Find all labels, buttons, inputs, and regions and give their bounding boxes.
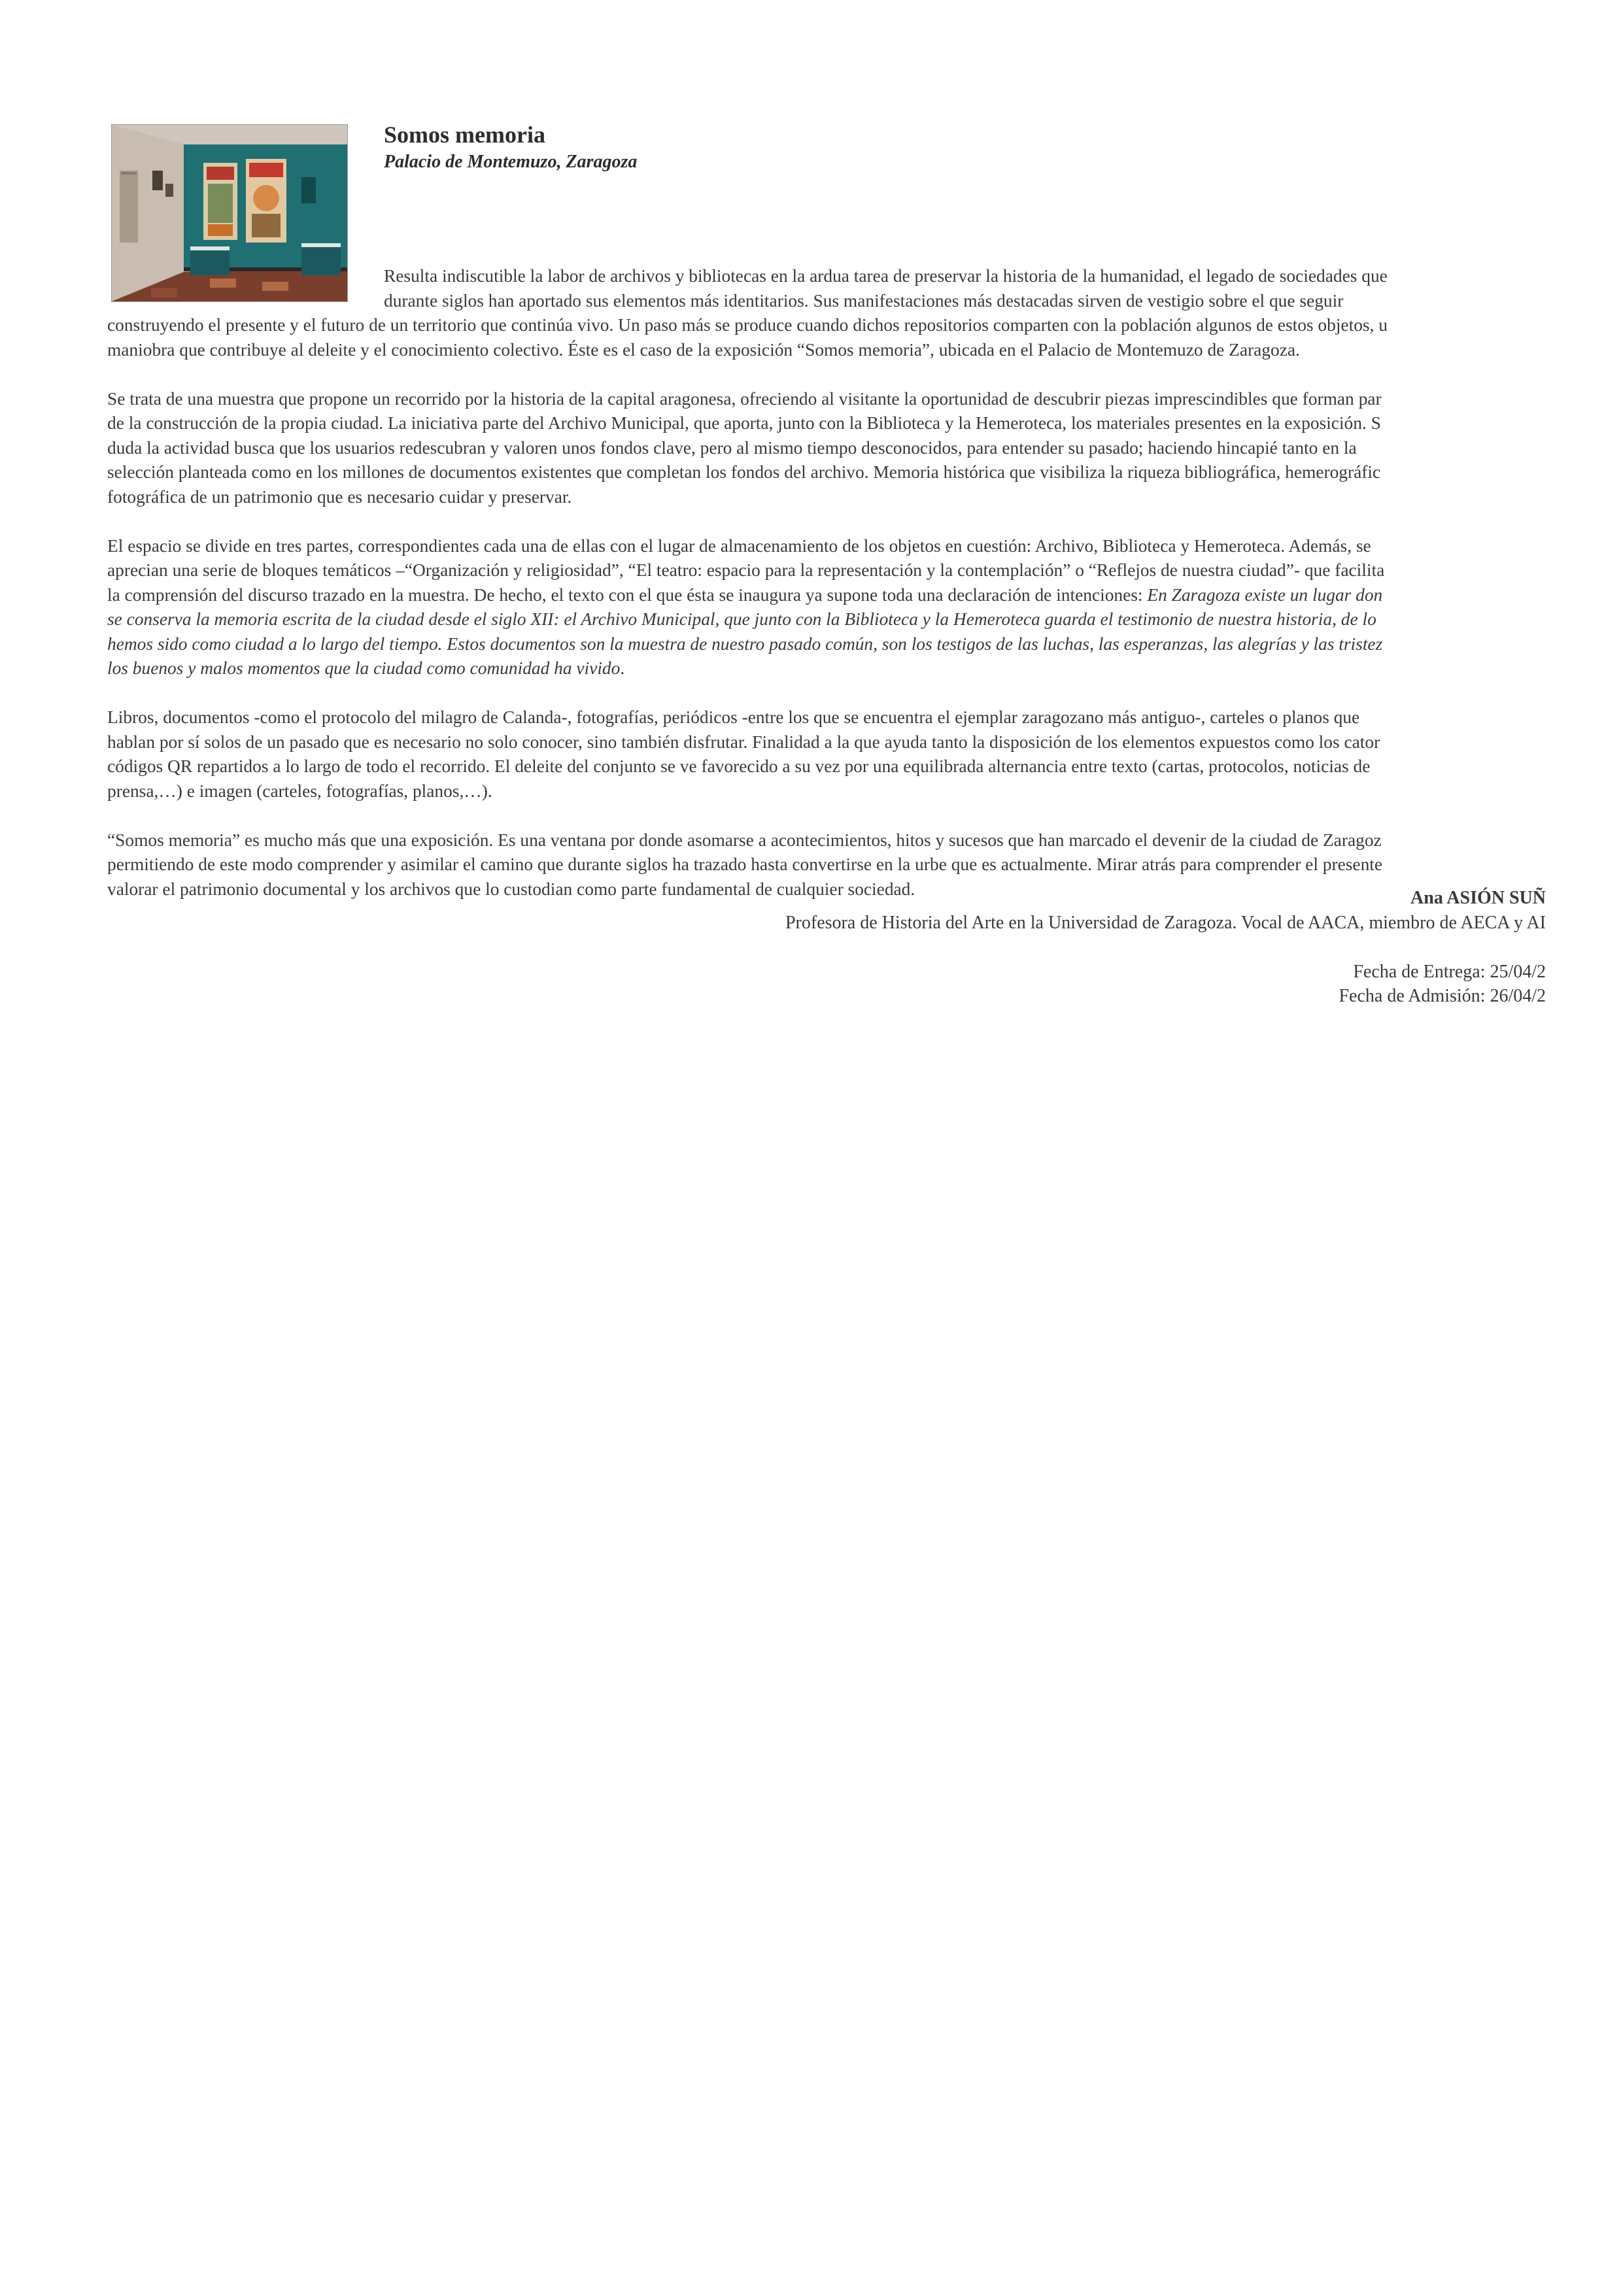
body-line: hablan por sí solos de un pasado que es necesario no solo conocer, sino también disfrutar. Finalidad a la que ayuda tanto la disposición de los elementos expuestos como los cator — [107, 732, 1380, 752]
body-line: construyendo el presente y el futuro de un territorio que continúa vivo. Un paso más se produce cuando dichos repositorios comparten con la población algunos de estos objetos, u — [107, 315, 1388, 335]
body-line: selección planteada como en los millones de documentos existentes que completan los fondos del archivo. Memoria histórica que visibiliza la riqueza bibliográfica, hemerográfic — [107, 462, 1381, 482]
body-line: Libros, documentos -como el protocolo del milagro de Calanda-, fotografías, periódicos -entre los que se encuentra el ejemplar zaragozano más antiguo-, carteles o planos que — [107, 707, 1360, 727]
body-line — [107, 656, 1546, 681]
article-subtitle: Palacio de Montemuzo, Zaragoza — [384, 152, 638, 172]
quote-text: En Zaragoza existe un lugar don — [1147, 584, 1383, 605]
body-line: códigos QR repartidos a lo largo de todo el recorrido. El deleite del conjunto se ve favorecido a su vez por una equilibrada alternancia entre texto (cartas, protocolos, noticias de — [107, 756, 1371, 776]
quote-line: se conserva la memoria escrita de la ciudad desde el siglo XII: el Archivo Municipal, que junto con la Biblioteca y la Hemeroteca guarda el testimonio de nuestra historia, de lo — [107, 609, 1376, 629]
article-title: Somos memoria — [384, 122, 545, 148]
body-line: maniobra que contribuye al deleite y el conocimiento colectivo. Éste es el caso de la exposición “Somos memoria”, ubicada en el Palacio de Montemuzo de Zaragoza. — [107, 339, 1300, 360]
body-line: “Somos memoria” es mucho más que una exposición. Es una ventana por donde asomarse a acontecimientos, hitos y sucesos que han marcado el devenir de la ciudad de Zaragoz — [107, 830, 1382, 850]
delivery-date: Fecha de Entrega: 25/04/2 — [1353, 961, 1546, 982]
body-line: aprecian una serie de bloques temáticos –“Organización y religiosidad”, “El teatro: espacio para la representación y la contemplación” o “Reflejos de nuestra ciudad”- que facilita — [107, 560, 1385, 580]
body-line: Se trata de una muestra que propone un recorrido por la historia de la capital aragonesa, ofreciendo al visitante la oportunidad de descubrir piezas imprescindibles que forman par — [107, 388, 1382, 409]
body-line: prensa,…) e imagen (carteles, fotografías, planos,…). — [107, 781, 492, 801]
signature-block — [654, 886, 1546, 1009]
body-text: la comprensión del discurso trazado en la muestra. De hecho, el texto con el que ésta se inaugura ya supone toda una declaración de intenciones: — [107, 584, 1148, 605]
body-line — [107, 583, 1546, 608]
body-line: duda la actividad busca que los usuarios redescubran y valoren unos fondos clave, pero al mismo tiempo desconocidos, para entender su pasado; haciendo hincapié tanto en la — [107, 437, 1357, 458]
body-line: de la construcción de la propia ciudad. La iniciativa parte del Archivo Municipal, que aporta, junto con la Biblioteca y la Hemeroteca, los materiales presentes en la exposición. S — [107, 413, 1381, 433]
admission-date: Fecha de Admisión: 26/04/2 — [1339, 986, 1546, 1006]
body-text: . — [620, 658, 625, 678]
body-line: permitiendo de este modo comprender y asimilar el camino que durante siglos ha trazado hasta convertirse en la urbe que es actualmente. Mirar atrás para comprender el presente — [107, 854, 1383, 874]
author-name: Ana ASIÓN SUÑ — [1410, 888, 1546, 908]
quote-line: hemos sido como ciudad a lo largo del tiempo. Estos documentos son la muestra de nuestro pasado común, son los testigos de las luchas, las esperanzas, las alegrías y las tristez — [107, 633, 1383, 654]
body-line: durante siglos han aportado sus elementos más identitarios. Sus manifestaciones más destacadas sirven de vestigio sobre el que seguir — [384, 290, 1344, 311]
body-line: El espacio se divide en tres partes, correspondientes cada una de ellas con el lugar de almacenamiento de los objetos en cuestión: Archivo, Biblioteca y Hemeroteca. Además, se — [107, 535, 1371, 556]
body-line: valorar el patrimonio documental y los archivos que lo custodian como parte fundamental de cualquier sociedad. — [107, 879, 915, 899]
body-line: Resulta indiscutible la labor de archivos y bibliotecas en la ardua tarea de preservar la historia de la humanidad, el legado de sociedades que — [384, 266, 1388, 286]
body-line: fotográfica de un patrimonio que es necesario cuidar y preservar. — [107, 486, 572, 507]
quote-text: los buenos y malos momentos que la ciudad como comunidad ha vivido — [107, 658, 621, 678]
author-affiliation: Profesora de Historia del Arte en la Universidad de Zaragoza. Vocal de AACA, miembro de AECA y AI — [785, 912, 1546, 933]
